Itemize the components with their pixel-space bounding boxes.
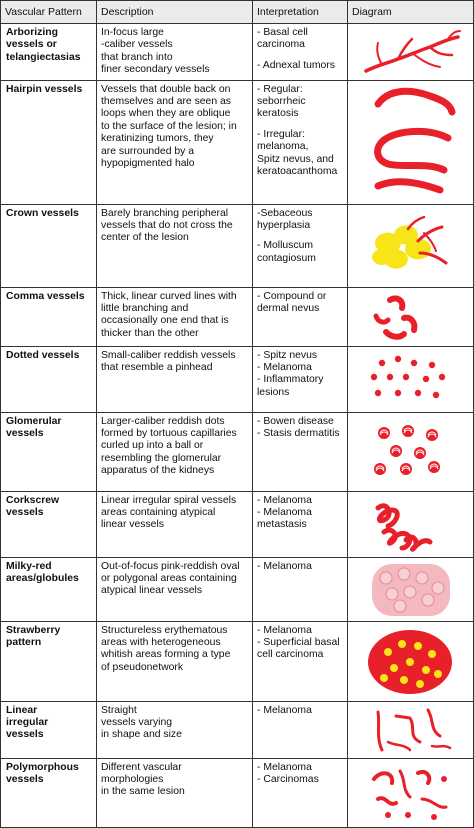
- interpretation-line: dermal nevus: [257, 303, 320, 315]
- interpretation-cell: [253, 491, 348, 557]
- interpretation-line: - Melanoma: [257, 494, 312, 506]
- glomerular-vessel: [428, 461, 440, 473]
- strawberry-white-spot: [434, 670, 442, 678]
- diagram-cell: [348, 701, 474, 758]
- dot-vessel: [387, 374, 393, 380]
- description-line: Straight: [101, 704, 137, 716]
- comma-diagram: [348, 288, 473, 345]
- diagram-group: [371, 356, 445, 398]
- interpretation-line: - Carcinomas: [257, 774, 319, 786]
- polymorphous-dot: [441, 776, 447, 782]
- pattern-line: Arborizing: [6, 27, 58, 38]
- interpretation-line: metastasis: [257, 519, 307, 531]
- header-interpretation: Interpretation: [253, 1, 348, 24]
- pattern-line: Comma vessels: [6, 290, 85, 302]
- interpretation-line: - Adnexal tumors: [257, 59, 335, 71]
- strawberry-white-spot: [428, 650, 436, 658]
- pattern-line: Strawberry: [6, 624, 61, 636]
- diagram-cell: [348, 346, 474, 412]
- description-line: Small-caliber reddish vessels: [101, 349, 236, 361]
- interpretation-line: - Irregular:: [257, 128, 305, 140]
- polymorphous-vessel: [418, 772, 429, 783]
- pattern-cell: [1, 491, 97, 557]
- description-line: little branching and: [101, 303, 189, 315]
- corkscrew-diagram: [348, 492, 473, 556]
- dot-vessel: [375, 390, 381, 396]
- description-line: of pseudonetwork: [101, 661, 184, 673]
- glomerular-vessel: [400, 463, 412, 475]
- strawberry-white-spot: [380, 674, 388, 682]
- table-row: [1, 491, 474, 557]
- description-line: linear vessels: [101, 519, 164, 531]
- description-line: areas with heterogeneous: [101, 637, 221, 649]
- interpretation-line: - Melanoma: [257, 624, 312, 636]
- description-line: formed by tortuous capillaries: [101, 428, 237, 440]
- interpretation-line: - Melanoma: [257, 560, 312, 572]
- interpretation-line: - Bowen disease: [257, 415, 334, 427]
- pattern-cell: [1, 701, 97, 758]
- interpretation-line: [257, 232, 343, 240]
- description-line: center of the lesion: [101, 232, 189, 244]
- description-line: areas containing atypical: [101, 507, 216, 519]
- interpretation-line: - Molluscum: [257, 240, 314, 252]
- interpretation-line: - Inflammatory: [257, 374, 324, 386]
- milky-globule: [398, 568, 410, 580]
- glomerular-vessel: [426, 429, 438, 441]
- diagram-cell: [348, 758, 474, 827]
- strawberry-white-spot: [416, 680, 424, 688]
- header-diagram: Diagram: [348, 1, 474, 24]
- description-cell: [97, 346, 253, 412]
- diagram-group: [374, 425, 440, 475]
- description-line: in shape and size: [101, 729, 182, 741]
- pattern-cell: [1, 24, 97, 81]
- strawberry-white-spot: [414, 642, 422, 650]
- interpretation-line: - Spitz nevus: [257, 349, 318, 361]
- table-row: [1, 346, 474, 412]
- pattern-line: Polymorphous: [6, 761, 79, 773]
- header-description: Description: [97, 1, 253, 24]
- table-row: [1, 80, 474, 204]
- hairpin-loop: [378, 182, 440, 190]
- diagram-cell: [348, 80, 474, 204]
- pattern-line: vessels: [6, 729, 44, 741]
- linear-vessel: [396, 716, 420, 742]
- pattern-line: Dotted vessels: [6, 349, 80, 361]
- glomerular-vessel: [374, 463, 386, 475]
- header-row: [1, 1, 474, 24]
- interpretation-line: lesions: [257, 386, 290, 398]
- description-cell: [97, 758, 253, 827]
- strawberry-white-spot: [398, 640, 406, 648]
- hairpin-loop: [378, 132, 448, 171]
- comma-vessel: [376, 316, 388, 322]
- diagram-group: [366, 31, 460, 71]
- interpretation-line: [257, 52, 343, 60]
- table-row: [1, 758, 474, 827]
- milky-globule: [404, 586, 416, 598]
- diagram-cell: [348, 204, 474, 287]
- description-line: resembling the glomerular: [101, 452, 222, 464]
- comma-vessel: [390, 299, 402, 309]
- linear-diagram: [348, 702, 473, 757]
- description-line: atypical linear vessels: [101, 585, 203, 597]
- interpretation-line: - Compound or: [257, 290, 327, 302]
- description-cell: [97, 24, 253, 81]
- description-cell: [97, 412, 253, 491]
- description-cell: [97, 621, 253, 701]
- interpretation-cell: [253, 621, 348, 701]
- interpretation-line: - Regular:: [257, 83, 303, 95]
- interpretation-line: melanoma,: [257, 141, 309, 153]
- pattern-cell: [1, 758, 97, 827]
- description-line: finer secondary vessels: [101, 64, 210, 76]
- hairpin-loop: [378, 91, 452, 112]
- diagram-cell: [348, 24, 474, 81]
- glomerular-vessel: [402, 425, 414, 437]
- milky-globule: [416, 572, 428, 584]
- strawberry-white-spot: [400, 676, 408, 684]
- polymorphous-vessel: [400, 771, 410, 797]
- interpretation-cell: [253, 701, 348, 758]
- diagram-group: [372, 564, 450, 616]
- description-line: whitish areas forming a type: [101, 649, 231, 661]
- linear-vessel: [432, 746, 450, 748]
- description-cell: [97, 80, 253, 204]
- pattern-line: vessels: [6, 774, 44, 786]
- milky-globule: [432, 582, 444, 594]
- interpretation-line: hyperplasia: [257, 220, 311, 232]
- comma-vessel: [404, 318, 414, 330]
- interpretation-line: Spitz nevus, and: [257, 153, 334, 165]
- diagram-group: [368, 630, 452, 694]
- dot-vessel: [411, 360, 417, 366]
- pattern-line: Corkscrew: [6, 494, 60, 506]
- description-line: that branch into: [101, 51, 173, 63]
- pattern-cell: [1, 204, 97, 287]
- crown-vessel: [408, 217, 424, 229]
- description-line: that resemble a pinhead: [101, 362, 213, 374]
- pattern-line: Linear: [6, 704, 38, 716]
- interpretation-line: - Superficial basal: [257, 637, 340, 649]
- crown-lobule: [372, 249, 392, 265]
- polymorphous-dot: [431, 814, 437, 820]
- dot-vessel: [379, 360, 385, 366]
- dot-vessel: [395, 356, 401, 362]
- interpretation-line: -Sebaceous: [257, 207, 313, 219]
- comma-vessel: [386, 332, 404, 337]
- dot-vessel: [403, 374, 409, 380]
- interpretation-line: - Melanoma: [257, 704, 312, 716]
- polymorphous-vessel: [374, 773, 392, 783]
- dot-vessel: [395, 390, 401, 396]
- pattern-line: telangiectasias: [6, 51, 81, 63]
- pattern-line: areas/globules: [6, 573, 79, 585]
- glomerular-vessel: [378, 427, 390, 439]
- description-line: loops when they are oblique: [101, 108, 231, 120]
- description-line: themselves and are seen as: [101, 96, 231, 108]
- description-line: hypopigmented halo: [101, 158, 195, 170]
- description-cell: [97, 557, 253, 621]
- diagram-cell: [348, 412, 474, 491]
- linear-vessel: [388, 742, 410, 750]
- interpretation-line: - Melanoma: [257, 507, 312, 519]
- strawberry-white-spot: [422, 666, 430, 674]
- diagram-group: [378, 710, 450, 750]
- description-line: Larger-caliber reddish dots: [101, 415, 225, 427]
- description-line: -caliber vessels: [101, 39, 173, 51]
- description-line: Thick, linear curved lines with: [101, 290, 237, 302]
- milky-globule: [422, 594, 434, 606]
- pattern-cell: [1, 80, 97, 204]
- table-row: [1, 412, 474, 491]
- glomerular-diagram: [348, 413, 473, 490]
- description-line: curled up into a ball or: [101, 440, 204, 452]
- interpretation-line: - Basal cell: [257, 27, 308, 38]
- interpretation-cell: [253, 287, 348, 346]
- pattern-line: irregular: [6, 717, 49, 729]
- dot-vessel: [433, 392, 439, 398]
- interpretation-line: contagiosum: [257, 252, 316, 264]
- pattern-cell: [1, 557, 97, 621]
- diagram-cell: [348, 491, 474, 557]
- hairpin-diagram: [348, 81, 473, 203]
- interpretation-line: carcinoma: [257, 39, 305, 51]
- description-cell: [97, 204, 253, 287]
- interpretation-line: - Stasis dermatitis: [257, 428, 340, 440]
- description-cell: [97, 287, 253, 346]
- description-line: Barely branching peripheral: [101, 207, 229, 219]
- pattern-line: Hairpin vessels: [6, 83, 83, 95]
- milky-diagram: [348, 558, 473, 620]
- dot-vessel: [439, 374, 445, 380]
- glomerular-vessel: [390, 445, 402, 457]
- header-pattern: Vascular Pattern: [1, 1, 97, 24]
- description-line: keratinizing tumors, they: [101, 133, 214, 145]
- description-line: to the surface of the lesion; in: [101, 120, 237, 132]
- polymorphous-diagram: [348, 759, 473, 826]
- strawberry-white-spot: [390, 664, 398, 672]
- interpretation-cell: [253, 346, 348, 412]
- dot-vessel: [415, 390, 421, 396]
- description-line: or polygonal areas containing: [101, 573, 237, 585]
- strawberry-white-spot: [406, 658, 414, 666]
- dot-vessel: [371, 374, 377, 380]
- pattern-line: Glomerular: [6, 415, 62, 427]
- interpretation-cell: [253, 80, 348, 204]
- description-line: vessels that do not cross the: [101, 220, 233, 232]
- corkscrew-vessel: [378, 506, 397, 526]
- table-row: [1, 701, 474, 758]
- dotted-diagram: [348, 347, 473, 411]
- strawberry-diagram: [348, 622, 473, 700]
- table-row: [1, 204, 474, 287]
- pattern-line: vessels: [6, 507, 44, 519]
- diagram-group: [376, 299, 414, 337]
- description-line: apparatus of the kidneys: [101, 465, 215, 477]
- description-line: in the same lesion: [101, 786, 185, 798]
- glomerular-vessel: [414, 447, 426, 459]
- interpretation-line: keratosis: [257, 108, 299, 120]
- interpretation-cell: [253, 557, 348, 621]
- interpretation-line: cell carcinoma: [257, 649, 324, 661]
- pattern-line: Crown vessels: [6, 207, 79, 219]
- diagram-cell: [348, 557, 474, 621]
- diagram-group: [372, 217, 446, 269]
- interpretation-line: [257, 121, 343, 129]
- interpretation-cell: [253, 758, 348, 827]
- pattern-line: vessels or: [6, 39, 57, 51]
- pattern-cell: [1, 412, 97, 491]
- description-line: occasionally one end that is: [101, 315, 229, 327]
- dot-vessel: [423, 376, 429, 382]
- milky-globule: [380, 572, 392, 584]
- crown-diagram: [348, 205, 473, 286]
- pattern-cell: [1, 621, 97, 701]
- polymorphous-vessel: [422, 799, 446, 807]
- interpretation-line: - Melanoma: [257, 362, 312, 374]
- table-row: [1, 621, 474, 701]
- polymorphous-dot: [405, 812, 411, 818]
- interpretation-cell: [253, 412, 348, 491]
- milky-globule: [394, 600, 406, 612]
- pattern-line: Milky-red: [6, 560, 52, 572]
- description-line: Different vascular: [101, 761, 182, 773]
- interpretation-line: seborrheic: [257, 96, 306, 108]
- diagram-group: [378, 506, 430, 549]
- table-row: [1, 287, 474, 346]
- pattern-cell: [1, 287, 97, 346]
- description-line: Vessels that double back on: [101, 83, 231, 95]
- pattern-line: pattern: [6, 637, 42, 649]
- linear-vessel: [378, 712, 382, 750]
- description-line: are surrounded by a: [101, 145, 194, 157]
- diagram-cell: [348, 287, 474, 346]
- polymorphous-vessel: [378, 798, 396, 804]
- diagram-group: [378, 91, 452, 190]
- dot-vessel: [429, 362, 435, 368]
- pattern-line: vessels: [6, 428, 44, 440]
- table-row: [1, 24, 474, 81]
- linear-vessel: [428, 710, 440, 736]
- description-line: Structureless erythematous: [101, 624, 228, 636]
- description-cell: [97, 701, 253, 758]
- description-cell: [97, 491, 253, 557]
- arborizing-branch: [377, 43, 382, 65]
- description-line: thicker than the other: [101, 327, 199, 339]
- table-row: [1, 557, 474, 621]
- interpretation-line: keratoacanthoma: [257, 166, 338, 178]
- description-line: Out-of-focus pink-reddish oval: [101, 560, 240, 572]
- milky-globule: [386, 588, 398, 600]
- diagram-cell: [348, 621, 474, 701]
- interpretation-cell: [253, 204, 348, 287]
- arborizing-branch: [412, 53, 440, 67]
- description-line: morphologies: [101, 774, 164, 786]
- description-line: Linear irregular spiral vessels: [101, 494, 237, 506]
- arborizing-branch: [430, 47, 452, 55]
- description-line: vessels varying: [101, 717, 173, 729]
- description-line: In-focus large: [101, 27, 164, 38]
- interpretation-cell: [253, 24, 348, 81]
- diagram-group: [374, 771, 447, 820]
- arborizing-diagram: [348, 25, 473, 79]
- strawberry-white-spot: [384, 648, 392, 656]
- interpretation-line: - Melanoma: [257, 761, 312, 773]
- pattern-cell: [1, 346, 97, 412]
- polymorphous-dot: [385, 812, 391, 818]
